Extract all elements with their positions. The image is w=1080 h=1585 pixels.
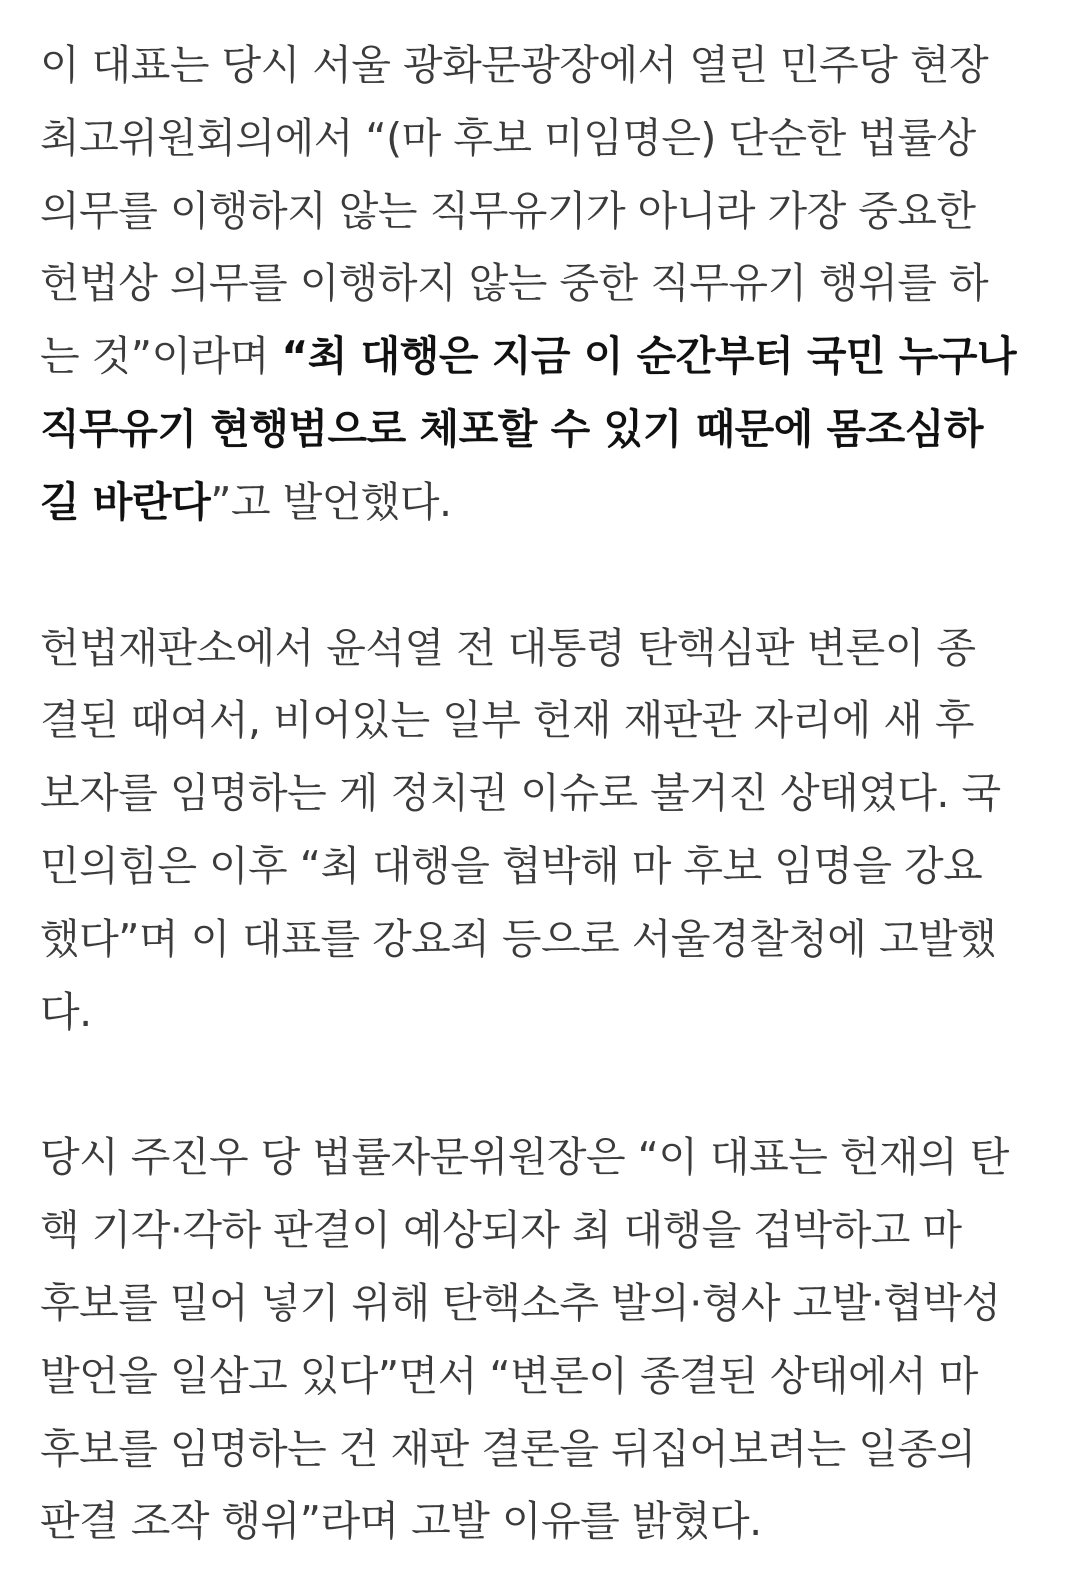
body-text: 이 대표는 당시 서울 광화문광장에서 열린 민주당 현장 (40, 41, 989, 89)
text-line (40, 757, 1050, 830)
body-text: 결된 때여서, 비어있는 일부 헌재 재판관 자리에 새 후 (40, 696, 975, 745)
body-text: 최고위원회의에서 “(마 후보 미임명은) 단순한 법률상 (40, 113, 976, 162)
body-text: 당시 주진우 당 법률자문위원장은 “이 대표는 헌재의 탄 (40, 1133, 1009, 1182)
body-text: 헌법상 의무를 이행하지 않는 중한 직무유기 행위를 하 (40, 259, 989, 308)
body-text: 후보를 밀어 넣기 위해 탄핵소추 발의·형사 고발·협박성 (40, 1278, 1001, 1327)
article-paragraph (40, 1121, 1050, 1558)
text-line (40, 684, 1050, 757)
text-line (40, 466, 1050, 539)
text-line (40, 976, 1050, 1049)
body-text: 보자를 임명하는 게 정치권 이슈로 불거진 상태였다. 국 (40, 769, 1001, 818)
body-text: 다. (40, 987, 92, 1036)
body-text: 후보를 임명하는 건 재판 결론을 뒤집어보려는 일종의 (40, 1424, 976, 1473)
article-paragraph (40, 29, 1050, 539)
text-line (40, 1340, 1050, 1413)
text-line (40, 320, 1050, 393)
text-line (40, 393, 1050, 466)
body-text: 민의힘은 이후 “최 대행을 협박해 마 후보 임명을 강요 (40, 841, 983, 890)
text-line (40, 1194, 1050, 1267)
body-text: 발언을 일삼고 있다”면서 “변론이 종결된 상태에서 마 (40, 1351, 978, 1400)
article-body (40, 29, 1050, 1558)
text-line (40, 29, 1050, 102)
body-text: 는 것”이라며 (40, 332, 282, 381)
text-line (40, 175, 1050, 248)
text-line (40, 830, 1050, 903)
body-text: ”고 발언했다. (210, 477, 452, 526)
body-text: 의무를 이행하지 않는 직무유기가 아니라 가장 중요한 (40, 186, 976, 235)
text-line (40, 1267, 1050, 1340)
text-line (40, 903, 1050, 976)
text-line (40, 1485, 1050, 1558)
bold-quote-text: “최 대행은 지금 이 순간부터 국민 누구나 (281, 332, 1017, 381)
text-line (40, 247, 1050, 320)
body-text: 판결 조작 행위”라며 고발 이유를 밝혔다. (40, 1497, 762, 1546)
text-line (40, 102, 1050, 175)
text-line (40, 612, 1050, 685)
text-line (40, 1413, 1050, 1486)
text-line (40, 1121, 1050, 1194)
body-text: 헌법재판소에서 윤석열 전 대통령 탄핵심판 변론이 종 (40, 623, 976, 672)
body-text: 핵 기각·각하 판결이 예상되자 최 대행을 겁박하고 마 (40, 1206, 962, 1255)
bold-quote-text: 길 바란다 (40, 477, 211, 526)
bold-quote-text: 직무유기 현행범으로 체포할 수 있기 때문에 몸조심하 (40, 404, 983, 453)
article-paragraph (40, 612, 1050, 1049)
body-text: 했다”며 이 대표를 강요죄 등으로 서울경찰청에 고발했 (40, 914, 997, 963)
